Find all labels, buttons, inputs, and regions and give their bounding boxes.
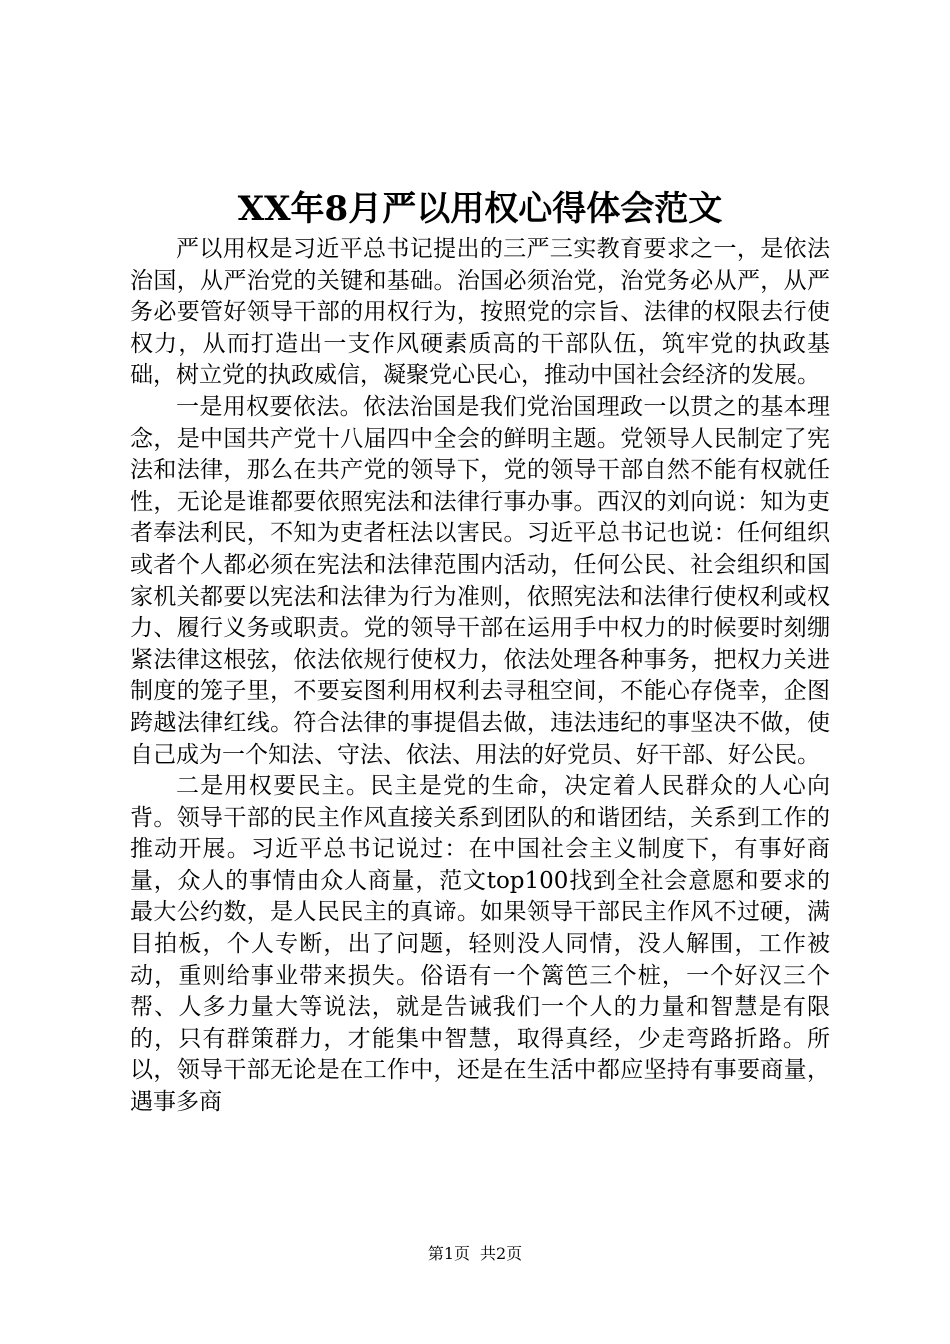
paragraph-rule-of-law: 一是用权要依法。依法治国是我们党治国理政一以贯之的基本理念，是中国共产党十八届四中全会的鲜明主题。党领导人民制定了宪法和法律，那么在共产党的领导下，党的领导干部自然不能有权就任性，无论是谁都要依照宪法和法律行事办事。西汉的刘向说：知为吏者奉法利民，不知为吏者枉法以害民。习近平总书记也说：任何组织或者个人都必须在宪法和法律范围内活动，任何公民、社会组织和国家机关都要以宪法和法律为行为准则，依照宪法和法律行使权利或权力、履行义务或职责。党的领导干部在运用手中权力的时候要时刻绷紧法律这根弦，依法依规行使权力，依法处理各种事务，把权力关进制度的笼子里，不要妄图利用权利去寻租空间，不能心存侥幸，企图跨越法律红线。符合法律的事提倡去做，违法违纪的事坚决不做，使自己成为一个知法、守法、依法、用法的好党员、好干部、好公民。 xyxy=(130,393,830,768)
document-body xyxy=(130,234,830,1119)
page-number-current: 第1页 xyxy=(427,1244,470,1263)
document-title: XX年8月严以用权心得体会范文 xyxy=(237,189,723,229)
paragraph-democracy: 二是用权要民主。民主是党的生命，决定着人民群众的人心向背。领导干部的民主作风直接关系到团队的和谐团结，关系到工作的推动开展。习近平总书记说过：在中国社会主义制度下，有事好商量，众人的事情由众人商量，范文top100找到全社会意愿和要求的最大公约数，是人民民主的真谛。如果领导干部民主作风不过硬，满目拍板，个人专断，出了问题，轻则没人同情，没人解围，工作被动，重则给事业带来损失。俗语有一个篱笆三个桩，一个好汉三个帮、人多力量大等说法，就是告诫我们一个人的力量和智慧是有限的，只有群策群力，才能集中智慧，取得真经，少走弯路折路。所以，领导干部无论是在工作中，还是在生活中都应坚持有事要商量，遇事多商 xyxy=(130,773,830,1116)
page-number-total: 共2页 xyxy=(480,1244,523,1263)
page-footer xyxy=(0,1242,950,1266)
paragraph-intro: 严以用权是习近平总书记提出的三严三实教育要求之一，是依法治国，从严治党的关键和基础。治国必须治党，治党务必从严，从严务必要管好领导干部的用权行为，按照党的宗旨、法律的权限去行使权力，从而打造出一支作风硬素质高的干部队伍，筑牢党的执政基础，树立党的执政威信，凝聚党心民心，推动中国社会经济的发展。 xyxy=(130,236,830,389)
